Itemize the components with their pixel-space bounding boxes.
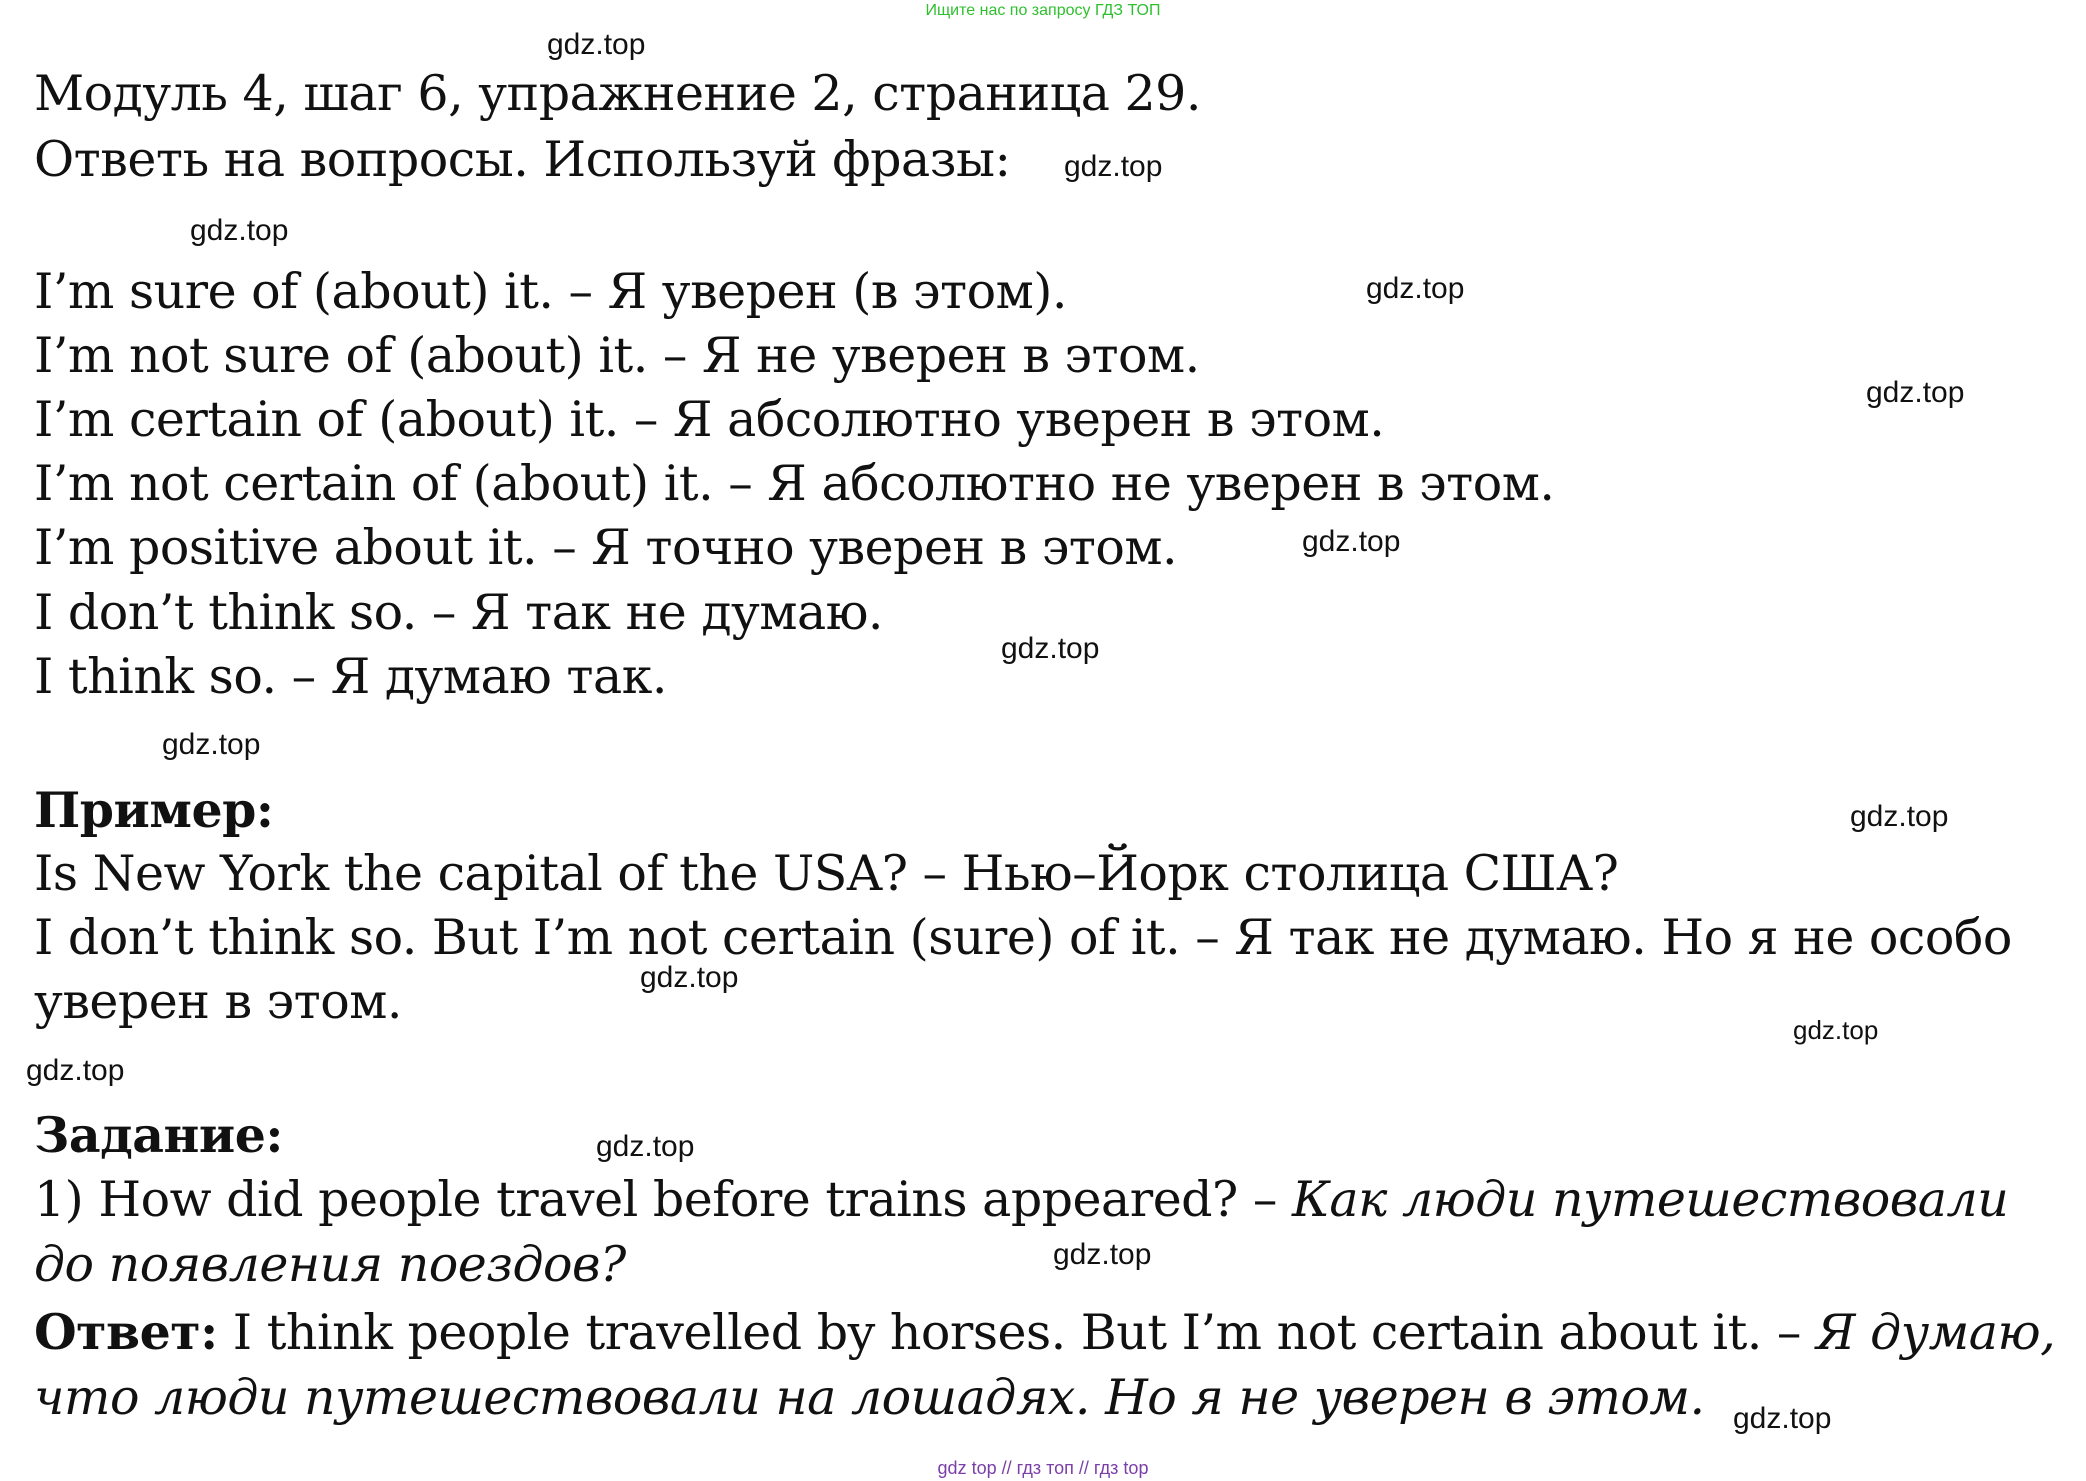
example-answer-line1: I don’t think so. But I’m not certain (sure) of it. – Я так не думаю. Но я не особо <box>34 909 2012 966</box>
task-question-line2: до появления поездов? <box>34 1236 626 1293</box>
watermark: gdz.top <box>1001 632 1100 665</box>
example-answer-line2: уверен в этом. <box>34 973 402 1030</box>
watermark: gdz.top <box>1366 272 1465 305</box>
watermark: gdz.top <box>1793 1015 1879 1045</box>
task-question-en: 1) How did people travel before trains appeared? – <box>34 1171 1292 1228</box>
answer-en: I think people travelled by horses. But I’m not certain about it. – <box>217 1304 1816 1361</box>
task-heading: Задание: <box>34 1106 283 1164</box>
watermark: gdz.top <box>190 214 289 247</box>
answer-label: Ответ: <box>34 1303 218 1361</box>
phrase-item: I don’t think so. – Я так не думаю. <box>34 584 883 641</box>
top-banner-link[interactable]: Ищите нас по запросу ГДЗ ТОП <box>925 2 1161 19</box>
phrase-item: I’m sure of (about) it. – Я уверен (в этом). <box>34 263 1067 320</box>
watermark: gdz.top <box>1053 1238 1152 1271</box>
phrase-item: I’m not sure of (about) it. – Я не уверен в этом. <box>34 327 1200 384</box>
instruction-text: Ответь на вопросы. Используй фразы: <box>34 131 1011 188</box>
footer-links[interactable]: gdz top // гдз топ // гдз top <box>937 1458 1149 1478</box>
page-title: Модуль 4, шаг 6, упражнение 2, страница 29. <box>34 65 1201 122</box>
watermark: gdz.top <box>596 1130 695 1163</box>
phrase-item: I’m not certain of (about) it. – Я абсолютно не уверен в этом. <box>34 455 1555 512</box>
task-question-line1 <box>34 1170 2008 1230</box>
watermark: gdz.top <box>1866 376 1965 409</box>
watermark: gdz.top <box>1850 800 1949 833</box>
watermark: gdz.top <box>1064 150 1163 183</box>
watermark: gdz.top <box>162 728 261 761</box>
phrase-item: I’m certain of (about) it. – Я абсолютно уверен в этом. <box>34 391 1385 448</box>
task-question-ru: Как люди путешествовали <box>1291 1171 2009 1228</box>
watermark: gdz.top <box>1302 525 1401 558</box>
watermark: gdz.top <box>26 1054 125 1087</box>
example-question: Is New York the capital of the USA? – Нью–Йорк столица США? <box>34 845 1619 902</box>
answer-ru: Я думаю, <box>1816 1304 2056 1361</box>
watermark: gdz.top <box>547 28 646 61</box>
example-heading: Пример: <box>34 781 274 839</box>
task-answer-line1 <box>34 1302 2055 1363</box>
phrase-item: I’m positive about it. – Я точно уверен в этом. <box>34 519 1178 576</box>
watermark: gdz.top <box>1733 1402 1832 1435</box>
task-answer-line2: что люди путешествовали на лошадях. Но я не уверен в этом. <box>34 1369 1705 1426</box>
watermark: gdz.top <box>640 961 739 994</box>
phrase-item: I think so. – Я думаю так. <box>34 648 667 705</box>
